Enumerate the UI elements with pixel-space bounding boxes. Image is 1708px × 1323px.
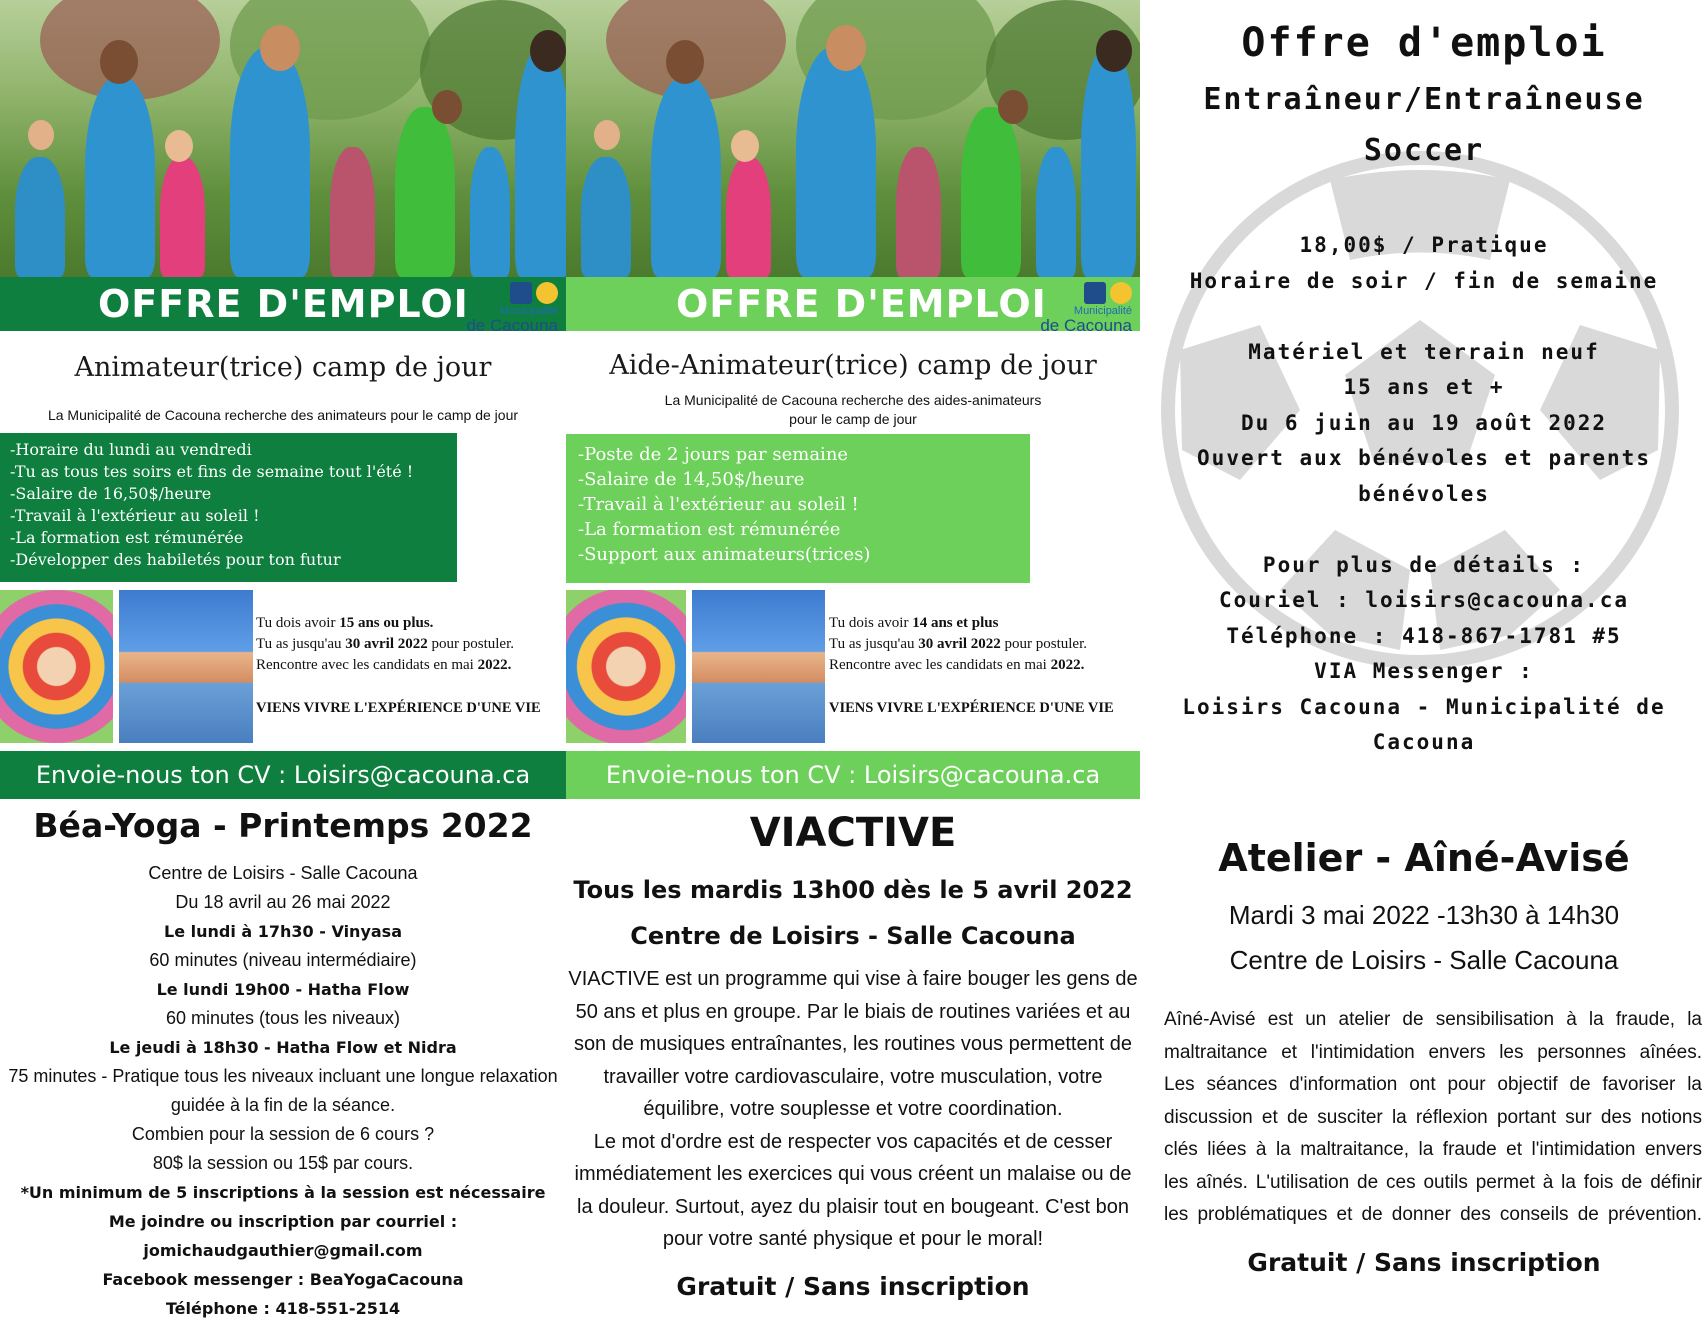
soccer-detail-line: Matériel et terrain neuf <box>1248 339 1600 364</box>
kids-group-photo <box>692 590 825 743</box>
viactive-place: Centre de Loisirs - Salle Cacouna <box>630 922 1076 950</box>
req-age-value: 15 ans ou plus. <box>339 615 434 631</box>
yoga-title: Béa-Yoga - Printemps 2022 <box>33 806 533 845</box>
job-subtitle-1: La Municipalité de Cacouna recherche des animateurs pour le camp de jour <box>47 407 519 423</box>
viactive-body-line: travailler votre cardiovasculaire, votre musculation, votre <box>603 1065 1103 1088</box>
kids-circle-photo <box>0 590 113 743</box>
viactive-body-line: équilibre, votre souplesse et votre coordination. <box>643 1098 1063 1120</box>
logo-text-bottom: de Cacouna <box>1040 316 1132 335</box>
job-detail-item: -Travail à l'extérieur au soleil ! <box>578 494 859 515</box>
subtitle-line: pour le camp de jour <box>789 411 917 427</box>
req-deadline-value: 30 avril 2022 <box>345 636 428 652</box>
kids-running-photo-1 <box>0 0 566 277</box>
yoga-detail-line: Le lundi 19h00 - Hatha Flow <box>156 980 410 999</box>
req-meeting-year: 2022. <box>1050 657 1085 673</box>
viactive-schedule: Tous les mardis 13h00 dès le 5 avril 2022 <box>573 876 1133 904</box>
aine-body-line: discussion et de susciter la réflexion portant sur des notions <box>1164 1106 1702 1128</box>
job-detail-item: -Salaire de 14,50$/heure <box>578 469 805 490</box>
soccer-detail-line: Du 6 juin au 19 août 2022 <box>1240 410 1608 435</box>
logo-text-bottom: de Cacouna <box>466 316 558 335</box>
aine-title: Atelier - Aîné-Avisé <box>1218 836 1630 880</box>
req-meeting-label: Rencontre avec les candidats en mai <box>829 657 1051 673</box>
job-detail-item: -La formation est rémunérée <box>10 528 244 547</box>
req-deadline-suffix: pour postuler. <box>427 636 514 652</box>
soccer-title: Offre d'emploi <box>1241 20 1607 66</box>
aine-body-line: les problématiques et de donner des conseils de prévention. <box>1164 1204 1702 1225</box>
yoga-detail-line: Du 18 avril au 26 mai 2022 <box>175 892 391 912</box>
soccer-details <box>1140 228 1708 761</box>
viactive-footer: Gratuit / Sans inscription <box>676 1272 1030 1301</box>
req-meeting-year: 2022. <box>477 657 512 673</box>
soccer-detail-line: bénévoles <box>1358 481 1490 506</box>
job-detail-item: -Développer des habiletés pour ton futur <box>10 550 341 569</box>
sun-icon <box>536 282 558 304</box>
cacouna-logo <box>448 282 558 334</box>
logo-text-top: Municipalité <box>1073 305 1132 317</box>
viactive-body-line: immédiatement les exercices qui vous créent un malaise ou de <box>574 1163 1132 1185</box>
sun-icon <box>1110 282 1132 304</box>
aine-body-line: les aînés. L'utilisation de ces outils permet à la fois de définir <box>1164 1171 1702 1193</box>
viactive-body-line: son de musiques entraînantes, les routines vous permettent de <box>573 1033 1133 1055</box>
yoga-detail-line: Facebook messenger : BeaYogaCacouna <box>102 1270 464 1289</box>
aine-body-line: maltraitance et l'intimidation envers les personnes aînées. <box>1164 1041 1702 1063</box>
req-deadline-label: Tu as jusqu'au <box>829 636 919 652</box>
job-detail-item: -Salaire de 16,50$/heure <box>10 484 212 503</box>
yoga-detail-line: 75 minutes - Pratique tous les niveaux incluant une longue relaxation <box>8 1066 558 1086</box>
kids-circle-photo <box>566 590 686 743</box>
yoga-detail-line: Centre de Loisirs - Salle Cacouna <box>148 863 418 883</box>
banner-title: OFFRE D'EMPLOI <box>98 282 469 326</box>
viactive-title: VIACTIVE <box>749 810 957 856</box>
viactive-body-line: VIACTIVE est un programme qui vise à faire bouger les gens de <box>568 968 1138 990</box>
viactive-body-line: Le mot d'ordre est de respecter vos capacités et de cesser <box>593 1130 1113 1153</box>
soccer-detail-line <box>1140 299 1708 335</box>
viactive-body-line: pour votre santé physique et pour le moral! <box>662 1228 1044 1250</box>
job-subtitle-2 <box>566 391 1140 429</box>
yoga-details <box>0 859 566 1323</box>
kids-running-photo-2 <box>566 0 1140 277</box>
soccer-detail-line: 18,00$ / Pratique <box>1299 233 1549 257</box>
req-meeting-label: Rencontre avec les candidats en mai <box>256 657 478 673</box>
req-age-label: Tu dois avoir <box>256 615 340 631</box>
aine-place: Centre de Loisirs - Salle Cacouna <box>1229 945 1619 975</box>
yoga-detail-line: Le lundi à 17h30 - Vinyasa <box>164 922 402 941</box>
soccer-detail-line: Horaire de soir / fin de semaine <box>1189 268 1659 293</box>
yoga-detail-line: jomichaudgauthier@gmail.com <box>143 1241 423 1260</box>
soccer-detail-line <box>1140 512 1708 548</box>
job-details-box-1 <box>0 433 457 582</box>
cv-bar-1: Envoie-nous ton CV : Loisirs@cacouna.ca <box>0 751 566 799</box>
req-deadline-label: Tu as jusqu'au <box>256 636 346 652</box>
req-deadline-value: 30 avril 2022 <box>918 636 1001 652</box>
job-detail-item: -Travail à l'extérieur au soleil ! <box>10 506 260 525</box>
yoga-detail-line: 60 minutes (niveau intermédiaire) <box>149 950 417 970</box>
req-age-value: 14 ans et plus <box>912 615 999 631</box>
cacouna-logo <box>1020 282 1132 334</box>
kids-group-photo <box>119 590 253 743</box>
job-detail-item: -La formation est rémunérée <box>578 519 841 540</box>
aine-body-line: Aîné-Avisé est un atelier de sensibilisation à la fraude, la <box>1164 1009 1702 1030</box>
soccer-detail-line: Loisirs Cacouna - Municipalité de <box>1182 694 1666 719</box>
job-title-2: Aide-Animateur(trice) camp de jour <box>609 350 1097 381</box>
soccer-detail-line: Téléphone : 418-867-1781 #5 <box>1226 623 1622 648</box>
soccer-detail-line: Ouvert aux bénévoles et parents <box>1197 446 1651 470</box>
house-icon <box>1084 282 1106 304</box>
aine-date: Mardi 3 mai 2022 -13h30 à 14h30 <box>1228 900 1620 930</box>
tagline-1: VIENS VIVRE L'EXPÉRIENCE D'UNE VIE <box>256 700 541 716</box>
job-detail-item: -Poste de 2 jours par semaine <box>578 444 849 465</box>
subtitle-line: La Municipalité de Cacouna recherche des aides-animateurs <box>664 392 1042 408</box>
job-details-list <box>578 442 1018 567</box>
yoga-detail-line: Téléphone : 418-551-2514 <box>165 1299 401 1318</box>
yoga-detail-line: Le jeudi à 18h30 - Hatha Flow et Nidra <box>109 1038 457 1057</box>
viactive-body-line: 50 ans et plus en groupe. Par le biais de routines variées et au <box>575 1000 1131 1023</box>
job-detail-item: -Tu as tous tes soirs et fins de semaine tout l'été ! <box>10 462 414 481</box>
aine-body-line: Les séances d'information ont pour objectif de favoriser la <box>1164 1074 1702 1095</box>
tagline-2: VIENS VIVRE L'EXPÉRIENCE D'UNE VIE <box>829 700 1114 716</box>
yoga-detail-line: 60 minutes (tous les niveaux) <box>165 1008 401 1028</box>
req-age-label: Tu dois avoir <box>829 615 913 631</box>
job-details-box-2 <box>566 434 1030 583</box>
soccer-detail-line: Pour plus de détails : <box>1262 552 1586 577</box>
aine-body-line: clés liées à la maltraitance, la fraude et l'intimidation envers <box>1164 1139 1702 1160</box>
job-detail-item: -Support aux animateurs(trices) <box>578 544 871 565</box>
soccer-subtitle-1: Entraîneur/Entraîneuse <box>1203 82 1645 117</box>
job-detail-item: -Horaire du lundi au vendredi <box>10 440 252 459</box>
yoga-detail-line: *Un minimum de 5 inscriptions à la session est nécessaire <box>20 1183 546 1202</box>
job-details-list <box>10 439 447 571</box>
house-icon <box>510 282 532 304</box>
yoga-detail-line: Me joindre ou inscription par courriel : <box>108 1212 458 1231</box>
aine-description <box>1164 1004 1702 1232</box>
job-title-1: Animateur(trice) camp de jour <box>74 352 492 383</box>
requirements-2 <box>829 613 1140 676</box>
req-deadline-suffix: pour postuler. <box>1000 636 1087 652</box>
soccer-detail-line: Couriel : loisirs@cacouna.ca <box>1218 588 1629 612</box>
viactive-description <box>566 963 1140 1256</box>
yoga-detail-line: 80$ la session ou 15$ par cours. <box>152 1153 414 1173</box>
logo-text-top: Municipalité <box>499 305 558 317</box>
cv-bar-2: Envoie-nous ton CV : Loisirs@cacouna.ca <box>566 751 1140 799</box>
soccer-detail-line: 15 ans et + <box>1343 375 1505 399</box>
soccer-detail-line: VIA Messenger : <box>1314 659 1534 683</box>
viactive-body-line: la douleur. Surtout, ayez du plaisir tout en bougeant. C'est bon <box>577 1195 1129 1218</box>
banner-title: OFFRE D'EMPLOI <box>676 282 1047 326</box>
requirements-1 <box>256 613 566 676</box>
yoga-detail-line: Combien pour la session de 6 cours ? <box>131 1124 435 1144</box>
aine-footer: Gratuit / Sans inscription <box>1247 1248 1601 1277</box>
soccer-detail-line: Cacouna <box>1372 730 1476 754</box>
soccer-subtitle-2: Soccer <box>1363 133 1485 168</box>
yoga-detail-line: guidée à la fin de la séance. <box>170 1095 396 1115</box>
